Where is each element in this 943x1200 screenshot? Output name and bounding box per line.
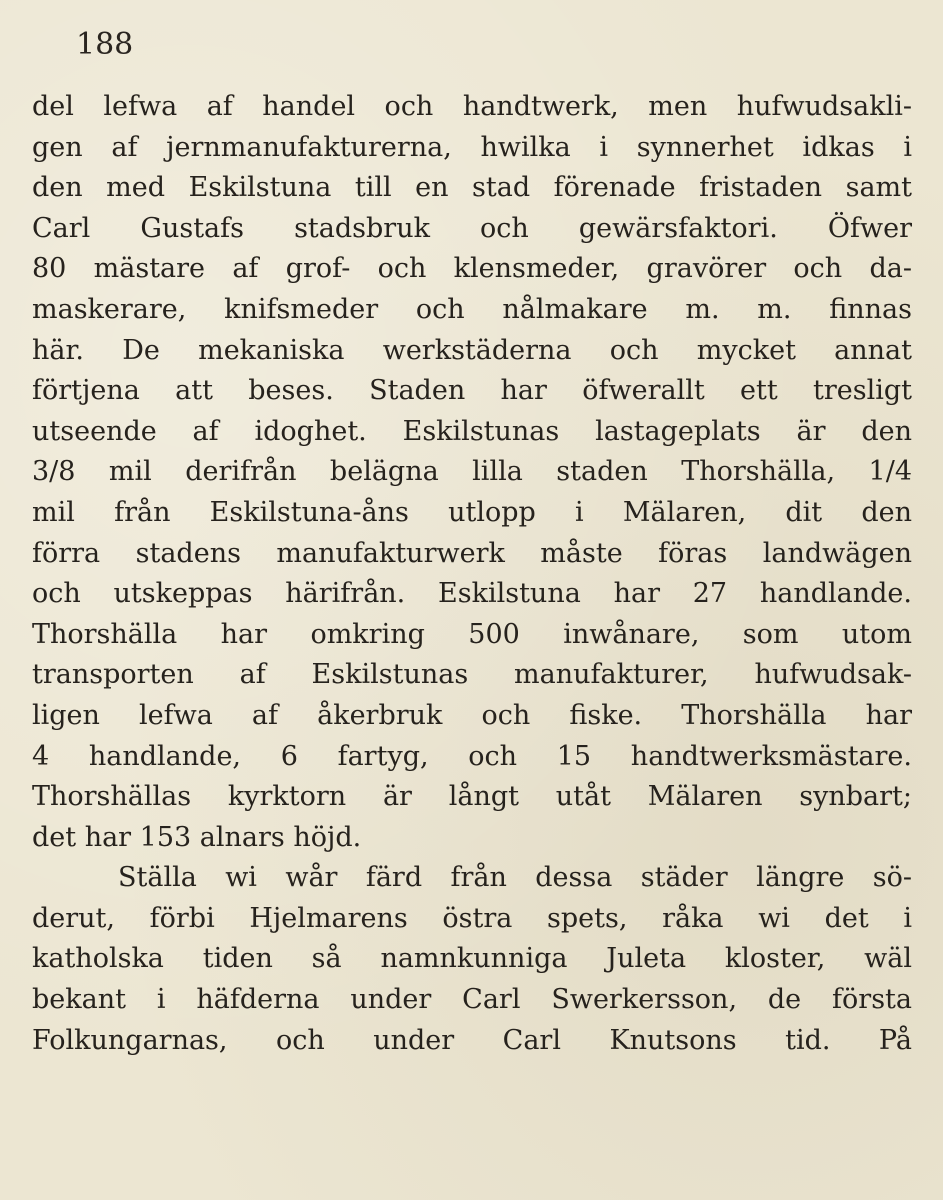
text-line: 4 handlande, 6 fartyg, och 15 handtwerksmästare.	[32, 740, 912, 772]
text-line: Ställa wi wår färd från dessa städer längre sö-	[118, 862, 912, 894]
text-line: förtjena att beses. Staden har öfwerallt ett tresligt	[32, 375, 912, 407]
text-line: Folkungarnas, och under Carl Knutsons tid. På	[32, 1024, 912, 1056]
text-line: ligen lefwa af åkerbruk och fiske. Thorshälla har	[32, 699, 912, 731]
text-line: mil från Eskilstuna-åns utlopp i Mälaren, dit den	[32, 496, 912, 528]
text-line: Thorshälla har omkring 500 inwånare, som utom	[32, 618, 912, 650]
text-line: maskerare, knifsmeder och nålmakare m. m. finnas	[32, 293, 912, 325]
text-line: 80 mästare af grof- och klensmeder, gravörer och da-	[32, 253, 912, 285]
text-line: katholska tiden så namnkunniga Juleta kloster, wäl	[32, 943, 912, 975]
text-line: Thorshällas kyrktorn är långt utåt Mälaren synbart;	[32, 781, 912, 813]
text-line: förra stadens manufakturwerk måste föras landwägen	[32, 537, 912, 569]
text-line: transporten af Eskilstunas manufakturer, hufwudsak-	[32, 659, 912, 691]
text-line: 3/8 mil derifrån belägna lilla staden Thorshälla, 1/4	[32, 456, 912, 488]
text-line: det har 153 alnars höjd.	[32, 821, 362, 853]
body-text	[32, 87, 912, 1061]
text-line: och utskeppas härifrån. Eskilstuna har 27 handlande.	[32, 578, 912, 610]
text-line: Carl Gustafs stadsbruk och gewärsfaktori. Öfwer	[32, 212, 912, 244]
text-line: del lefwa af handel och handtwerk, men hufwudsakli-	[32, 91, 912, 122]
text-line: utseende af idoghet. Eskilstunas lastageplats är den	[32, 415, 912, 447]
text-line: här. De mekaniska werkstäderna och mycket annat	[32, 334, 912, 366]
text-line: den med Eskilstuna till en stad förenade fristaden samt	[32, 172, 912, 204]
text-line: derut, förbi Hjelmarens östra spets, råka wi det i	[32, 902, 912, 934]
page-number: 188	[76, 27, 134, 62]
text-line: bekant i häfderna under Carl Swerkersson, de första	[32, 984, 912, 1016]
text-line: gen af jernmanufakturerna, hwilka i synnerhet idkas i	[32, 131, 912, 163]
